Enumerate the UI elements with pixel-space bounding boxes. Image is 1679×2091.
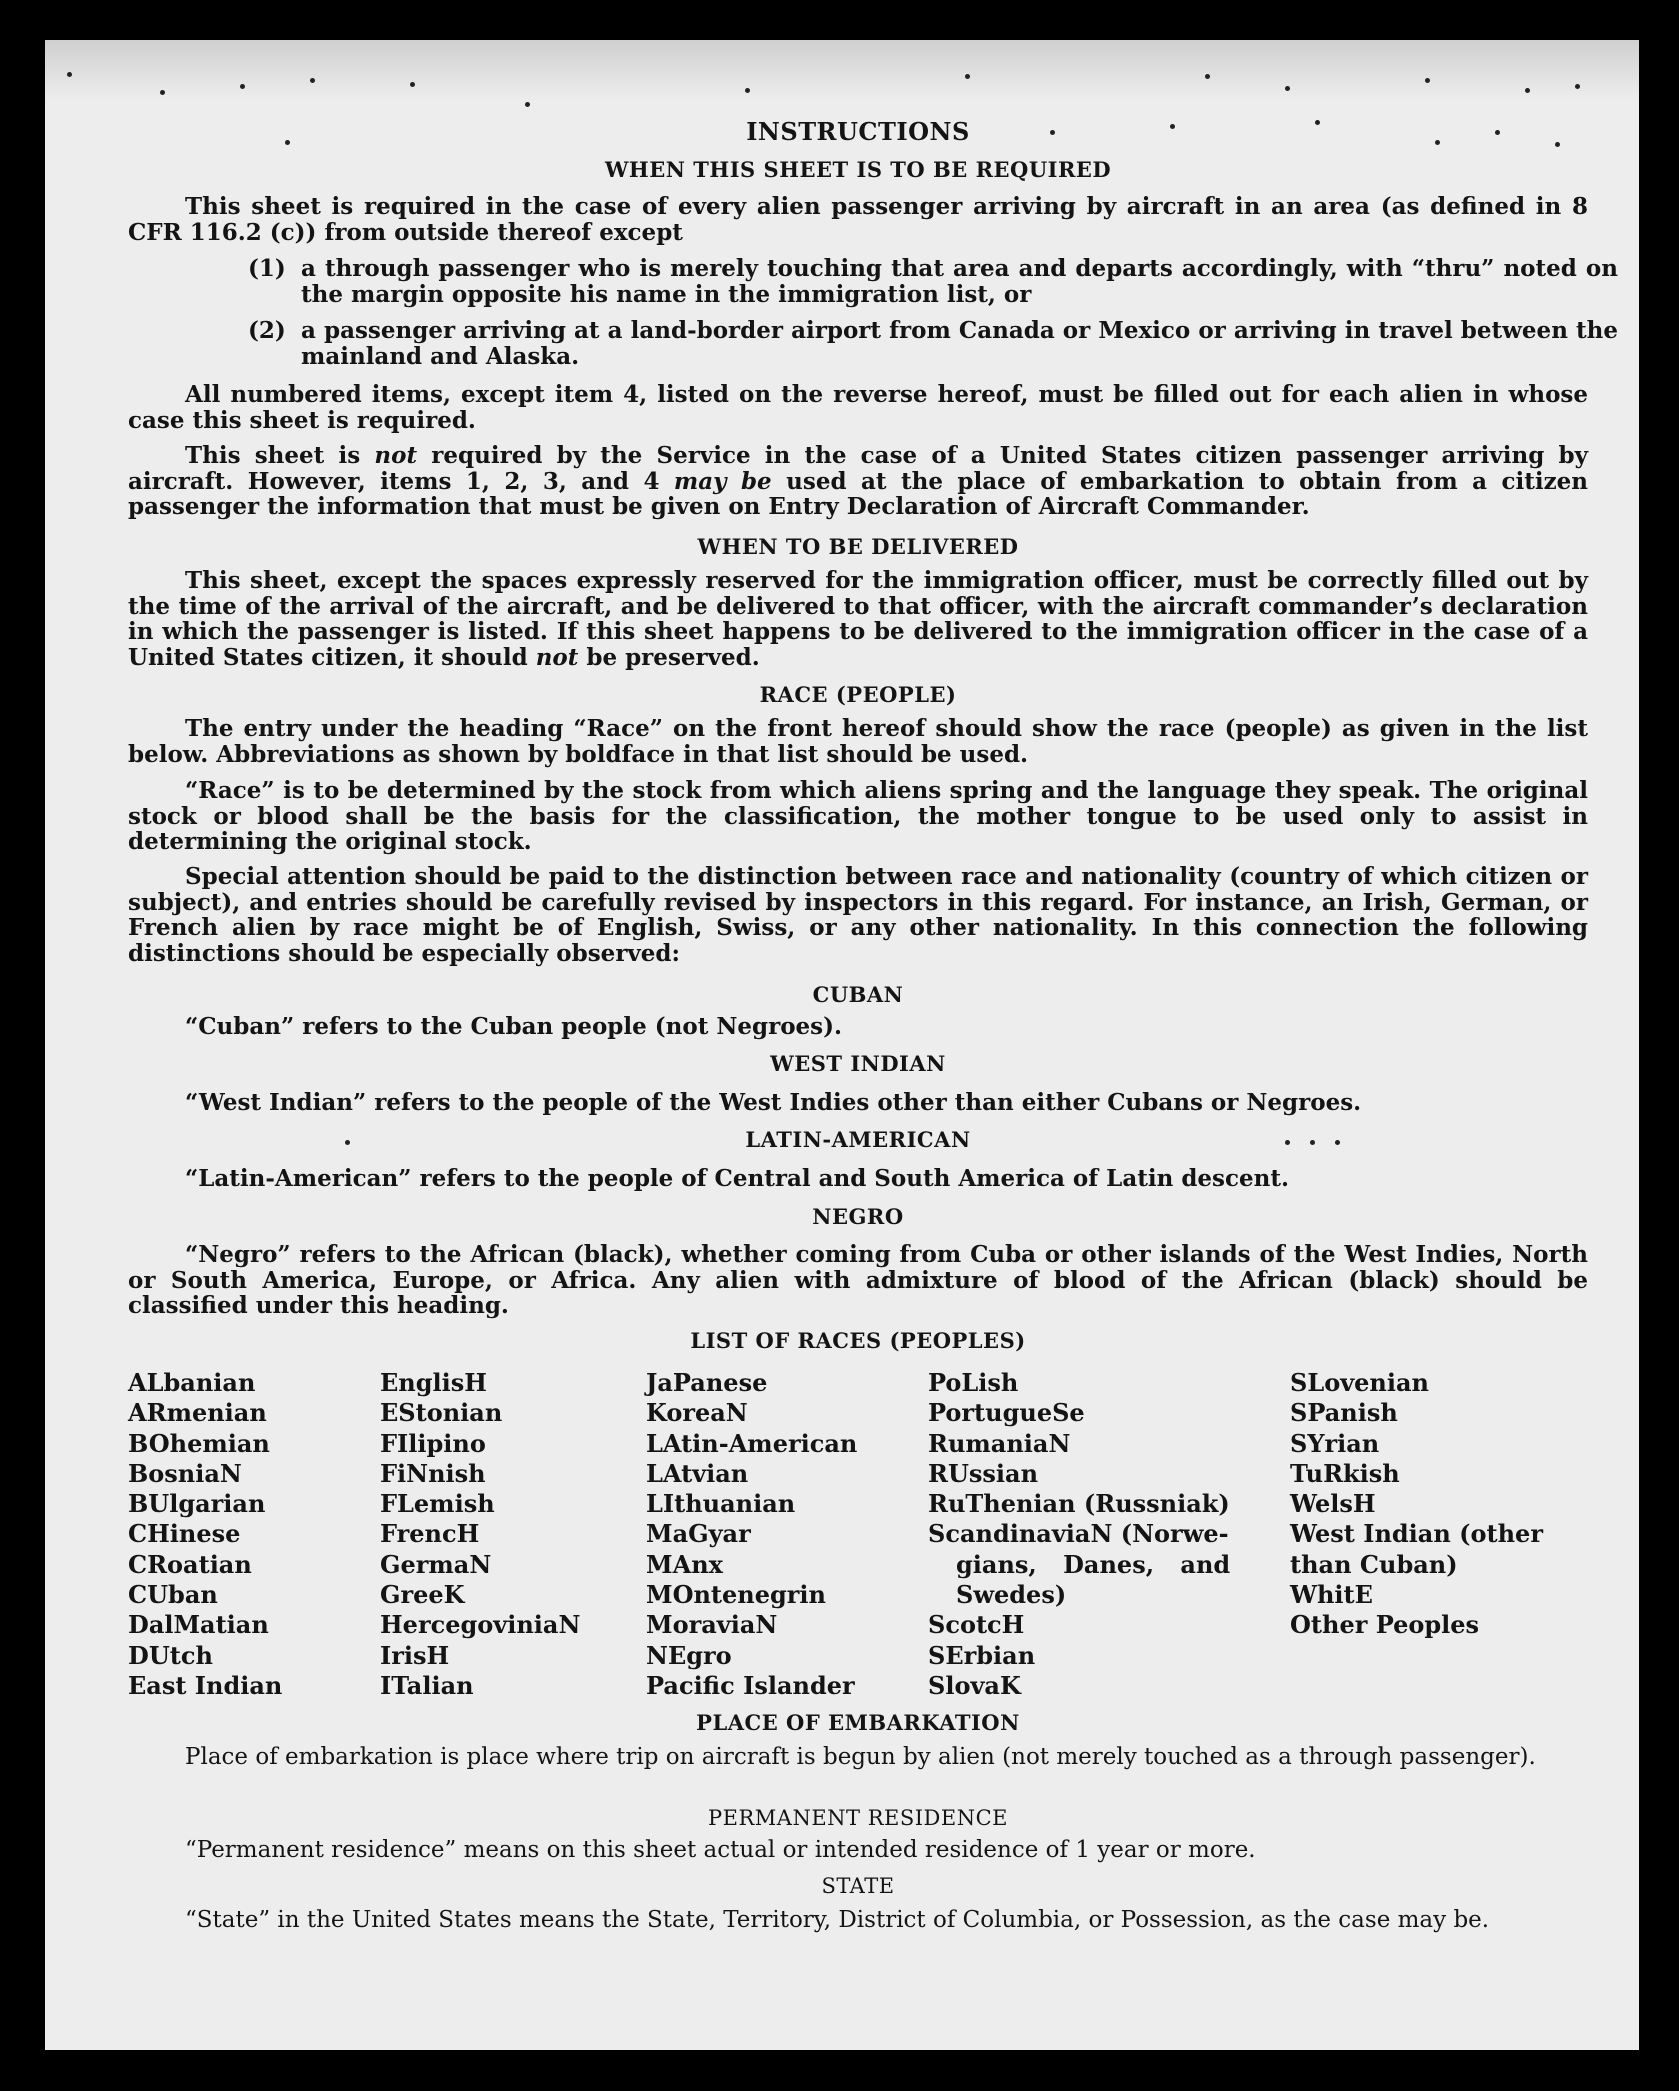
race-entry: GreeK	[380, 1580, 465, 1610]
paragraph-embarkation: Place of embarkation is place where trip on aircraft is begun by alien (not merely touched as a through passenger).	[185, 1744, 1536, 1770]
race-entry: SPanish	[1290, 1398, 1398, 1428]
paragraph-citizen: This sheet is not required by the Service in the case of a United States citizen passenger arriving by aircraft. However, items 1, 2, 3, and 4 may be used at the place of embarkation to obtain from a citizen passenger the information that must be given on Entry Declaration of Aircraft Commander.	[128, 442, 1589, 520]
heading-latin-american: LATIN-AMERICAN	[745, 1127, 971, 1152]
race-entry: SYrian	[1290, 1428, 1380, 1458]
race-entry: IrisH	[380, 1640, 450, 1670]
paragraph-west-indian: “West Indian” refers to the people of the West Indies other than either Cubans or Negroes.	[185, 1089, 1362, 1116]
race-entry: MAnx	[646, 1549, 723, 1579]
race-entry: PoLish	[928, 1368, 1019, 1397]
races-column-4	[928, 1368, 1231, 1701]
races-column-3	[646, 1368, 857, 1701]
heading-when-required: WHEN THIS SHEET IS TO BE REQUIRED	[604, 157, 1112, 182]
race-entry: TuRkish	[1290, 1458, 1400, 1488]
race-entry: BosniaN	[128, 1458, 242, 1488]
races-column-2	[380, 1368, 580, 1701]
race-entry: RumaniaN	[928, 1428, 1071, 1458]
race-entry: ITalian	[380, 1670, 474, 1700]
race-entry: EnglisH	[380, 1368, 487, 1397]
race-entry: FrencH	[380, 1519, 480, 1549]
race-entry: FLemish	[380, 1489, 495, 1519]
heading-west-indian: WEST INDIAN	[770, 1051, 946, 1076]
race-entry: JaPanese	[646, 1368, 768, 1397]
paragraph-state: “State” in the United States means the State, Territory, District of Columbia, or Possession, as the case may be.	[185, 1907, 1490, 1933]
race-entry: LAtin-American	[646, 1428, 858, 1458]
paragraph-numbered-items: All numbered items, except item 4, listed on the reverse hereof, must be filled out for each alien in whose case this sheet is required.	[128, 381, 1588, 434]
race-entry: RuThenian (Russniak)	[928, 1489, 1230, 1519]
race-entry: West Indian (other	[1290, 1519, 1543, 1549]
race-entry: FiNnish	[380, 1458, 486, 1488]
race-entry: EStonian	[380, 1398, 503, 1428]
race-entry-continued: gians, Danes, and	[956, 1549, 1231, 1579]
exception-number: (1)	[248, 255, 286, 282]
race-entry: MaGyar	[646, 1519, 751, 1549]
race-entry: MoraviaN	[646, 1610, 778, 1640]
race-entry: Other Peoples	[1290, 1610, 1480, 1640]
race-entry: HercegoviniaN	[380, 1610, 581, 1640]
race-entry: ScandinaviaN (Norwe-	[928, 1519, 1229, 1549]
document-page	[45, 40, 1639, 2050]
heading-state: STATE	[821, 1874, 895, 1898]
race-entry: BOhemian	[128, 1428, 270, 1458]
heading-place-of-embarkation: PLACE OF EMBARKATION	[696, 1710, 1020, 1735]
paragraph-race-1: The entry under the heading “Race” on the front hereof should show the race (people) as given in the list below. Abbreviations as shown by boldface in that list should be used.	[128, 715, 1588, 768]
paragraph-delivered: This sheet, except the spaces expressly reserved for the immigration officer, must be correctly filled out by the time of the arrival of the aircraft, and be delivered to that officer, with the aircraft commander’s declaration in which the passenger is listed. If this sheet happens to be delivered to the immigration officer in the case of a United States citizen, it should not be preserved.	[128, 567, 1588, 671]
race-entry: RUssian	[928, 1458, 1039, 1488]
race-entry: LAtvian	[646, 1458, 749, 1488]
race-entry: GermaN	[380, 1549, 492, 1579]
race-entry: ALbanian	[128, 1368, 256, 1397]
race-entry: SErbian	[928, 1640, 1036, 1670]
exception-number: (2)	[248, 317, 286, 344]
races-column-1	[128, 1368, 282, 1701]
race-entry: DalMatian	[128, 1610, 269, 1640]
heading-negro: NEGRO	[812, 1204, 904, 1229]
race-entry-continued: Swedes)	[956, 1580, 1067, 1610]
race-entry: ScotcH	[928, 1610, 1025, 1640]
paragraph-race-3: Special attention should be paid to the distinction between race and nationality (country of which citizen or subject), and entries should be carefully revised by inspectors in this regard. For instance, an Irish, German, or French alien by race might be of English, Swiss, or any other nationality. In this connection the following distinctions should be especially observed:	[128, 863, 1588, 967]
scan-shadow	[45, 40, 1639, 100]
page-title: INSTRUCTIONS	[746, 117, 970, 146]
exception-text: a passenger arriving at a land-border airport from Canada or Mexico or arriving in travel between the mainland and Alaska.	[301, 317, 1618, 370]
race-entry: NEgro	[646, 1640, 732, 1670]
paragraph-race-2: “Race” is to be determined by the stock from which aliens spring and the language they speak. The original stock or blood shall be the basis for the classification, the mother tongue to be used only to assist in determining the original stock.	[128, 777, 1588, 855]
race-entry: WelsH	[1290, 1489, 1376, 1519]
race-entry-continued: than Cuban)	[1290, 1549, 1458, 1579]
paragraph-required-intro: This sheet is required in the case of every alien passenger arriving by aircraft in an area (as defined in 8 CFR 116.2 (c)) from outside thereof except	[128, 193, 1588, 246]
race-entry: DUtch	[128, 1640, 213, 1670]
race-entry: KoreaN	[646, 1398, 748, 1428]
heading-permanent-residence: PERMANENT RESIDENCE	[708, 1806, 1008, 1830]
heading-list-of-races: LIST OF RACES (PEOPLES)	[690, 1328, 1026, 1353]
race-entry: CHinese	[128, 1519, 241, 1549]
race-entry: LIthuanian	[646, 1489, 796, 1519]
paragraph-residence: “Permanent residence” means on this sheet actual or intended residence of 1 year or more.	[185, 1837, 1256, 1863]
race-entry: SLovenian	[1290, 1368, 1429, 1397]
paragraph-cuban: “Cuban” refers to the Cuban people (not Negroes).	[185, 1013, 843, 1040]
race-entry: FIlipino	[380, 1428, 486, 1458]
race-entry: Pacific Islander	[646, 1670, 855, 1700]
paragraph-latin-american: “Latin-American” refers to the people of Central and South America of Latin descent.	[185, 1165, 1289, 1192]
race-entry: PortugueSe	[928, 1398, 1085, 1428]
race-entry: MOntenegrin	[646, 1580, 826, 1610]
paragraph-negro: “Negro” refers to the African (black), whether coming from Cuba or other islands of the West Indies, North or South America, Europe, or Africa. Any alien with admixture of blood of the African (black) should be classified under this heading.	[128, 1241, 1588, 1319]
race-entry: CUban	[128, 1580, 218, 1610]
heading-race: RACE (PEOPLE)	[759, 682, 957, 707]
race-entry: East Indian	[128, 1670, 283, 1700]
race-entry: WhitE	[1290, 1580, 1373, 1610]
heading-cuban: CUBAN	[812, 982, 904, 1007]
exception-text: a through passenger who is merely touching that area and departs accordingly, with “thru” noted on the margin opposite his name in the immigration list, or	[301, 255, 1618, 308]
heading-when-delivered: WHEN TO BE DELIVERED	[697, 534, 1019, 559]
race-entry: BUlgarian	[128, 1489, 266, 1519]
races-column-5	[1290, 1368, 1543, 1641]
race-entry: ARmenian	[128, 1398, 267, 1428]
race-entry: SlovaK	[928, 1670, 1021, 1700]
race-entry: CRoatian	[128, 1549, 252, 1579]
